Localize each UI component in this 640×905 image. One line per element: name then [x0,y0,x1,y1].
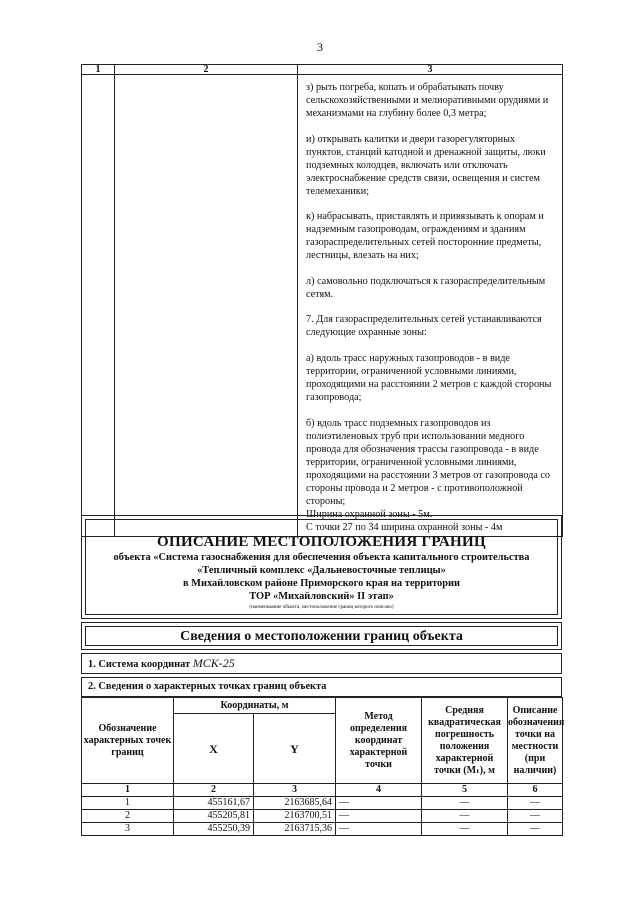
header-point-name: Обозначение характерных точек границ [82,698,174,784]
point-id: 1 [82,797,174,810]
header-description: Описание обозначения точки на местности (при наличии) [508,698,563,784]
paragraph-z: з) рыть погреба, копать и обрабатывать почву сельскохозяйственными и мелиоративными орудиями и механизмами на глубину более 0,3 метра; [306,82,549,119]
point-method: — [336,823,422,836]
header-coordinates: Координаты, м [174,698,336,714]
point-accuracy: — [422,810,508,823]
header-accuracy: Средняя квадратическая погрешность положения характерной точки (Мₜ), м [422,698,508,784]
description-box [81,515,562,619]
paragraph-i: и) открывать калитки и двери газорегуляторных пунктов, станций катодной и дренажной защиты, люки подземных колодцев, включать или отключать электроснабжение средств связи, освещения и систем телемеханики; [306,133,546,197]
column-number-2: 2 [115,65,298,75]
table-row [82,823,563,836]
column-numbers-row [82,784,563,797]
col-num-3: 3 [254,784,336,797]
object-name-line-2: «Тепличный комплекс «Дальневосточные теплицы» [197,565,446,576]
point-method: — [336,810,422,823]
col-num-1: 1 [82,784,174,797]
col-num-2: 2 [174,784,254,797]
header-method: Метод определения координат характерной точки [336,698,422,784]
coord-system-value: МСК-25 [192,656,235,670]
point-y: 2163715,36 [254,823,336,836]
point-x: 455250,39 [174,823,254,836]
column-number-3: 3 [298,65,563,75]
point-description: — [508,810,563,823]
header-x: X [174,714,254,784]
col-num-6: 6 [508,784,563,797]
svedeniya-title: Сведения о местоположении границ объекта [85,626,558,646]
description-inner-frame [85,519,558,615]
zone-width: Ширина охранной зоны - 5м. [306,508,433,520]
paragraph-a: а) вдоль трасс наружных газопроводов - в виде территории, ограниченной условными линиями, проходящими на расстоянии 2 метров с каждой стороны газопровода; [306,352,552,403]
point-y: 2163685,64 [254,797,336,810]
coord-system-row [81,653,562,674]
object-location-line: в Михайловском районе Приморского края на территории [182,578,461,589]
page-number: 3 [317,40,323,54]
empty-cell-2 [115,75,298,537]
paragraph-l: л) самовольно подключаться к газораспределительным сетям. [306,275,546,300]
point-method: — [336,797,422,810]
object-name-line-1: объекта «Система газоснабжения для обеспечения объекта капитального строительства [113,552,530,563]
table-row [82,797,563,810]
header-y: Y [254,714,336,784]
empty-cell-1 [82,75,115,537]
coord-system-label: 1. Система координат [88,659,191,670]
point-accuracy: — [422,823,508,836]
point-id: 3 [82,823,174,836]
col-num-4: 4 [336,784,422,797]
point-description: — [508,823,563,836]
point-id: 2 [82,810,174,823]
point-x: 455161,67 [174,797,254,810]
paragraph-b: б) вдоль трасс подземных газопроводов из полиэтиленовых труб при использовании медного провода для обозначения трассы газопровода - в виде территории, ограниченной условными линиями, проходящими на расстоянии 3 метров от газопровода со стороны провода и 2 метров - с противоположной стороны; [306,417,550,507]
points-section-row [81,677,562,697]
continuation-table [81,64,563,537]
paragraph-k: к) набрасывать, приставлять и привязывать к опорам и надземным газопроводам, ограждениям и зданиям газораспределительных сетей посторонние предметы, лестницы, влезать на них; [306,211,544,262]
svedeniya-box [81,622,562,650]
object-tor-line: ТОР «Михайловский» II этап» [249,591,394,602]
object-name-caption: (наименование объекта, местоположение границ которого описано) [249,605,394,610]
table-row [82,810,563,823]
point-x: 455205,81 [174,810,254,823]
column-number-1: 1 [82,65,115,75]
point-description: — [508,797,563,810]
points-table [81,697,563,836]
zone-width-exception: С точки 27 по 34 ширина охранной зоны - 4м [306,521,503,533]
restrictions-text-cell [298,75,563,537]
paragraph-7: 7. Для газораспределительных сетей устанавливаются следующие охранные зоны: [306,314,542,339]
point-accuracy: — [422,797,508,810]
continuation-table-header [82,65,563,75]
point-y: 2163700,51 [254,810,336,823]
col-num-5: 5 [422,784,508,797]
description-title: ОПИСАНИЕ МЕСТОПОЛОЖЕНИЯ ГРАНИЦ [157,534,486,550]
points-section-label: 2. Сведения о характерных точках границ объекта [88,681,327,692]
